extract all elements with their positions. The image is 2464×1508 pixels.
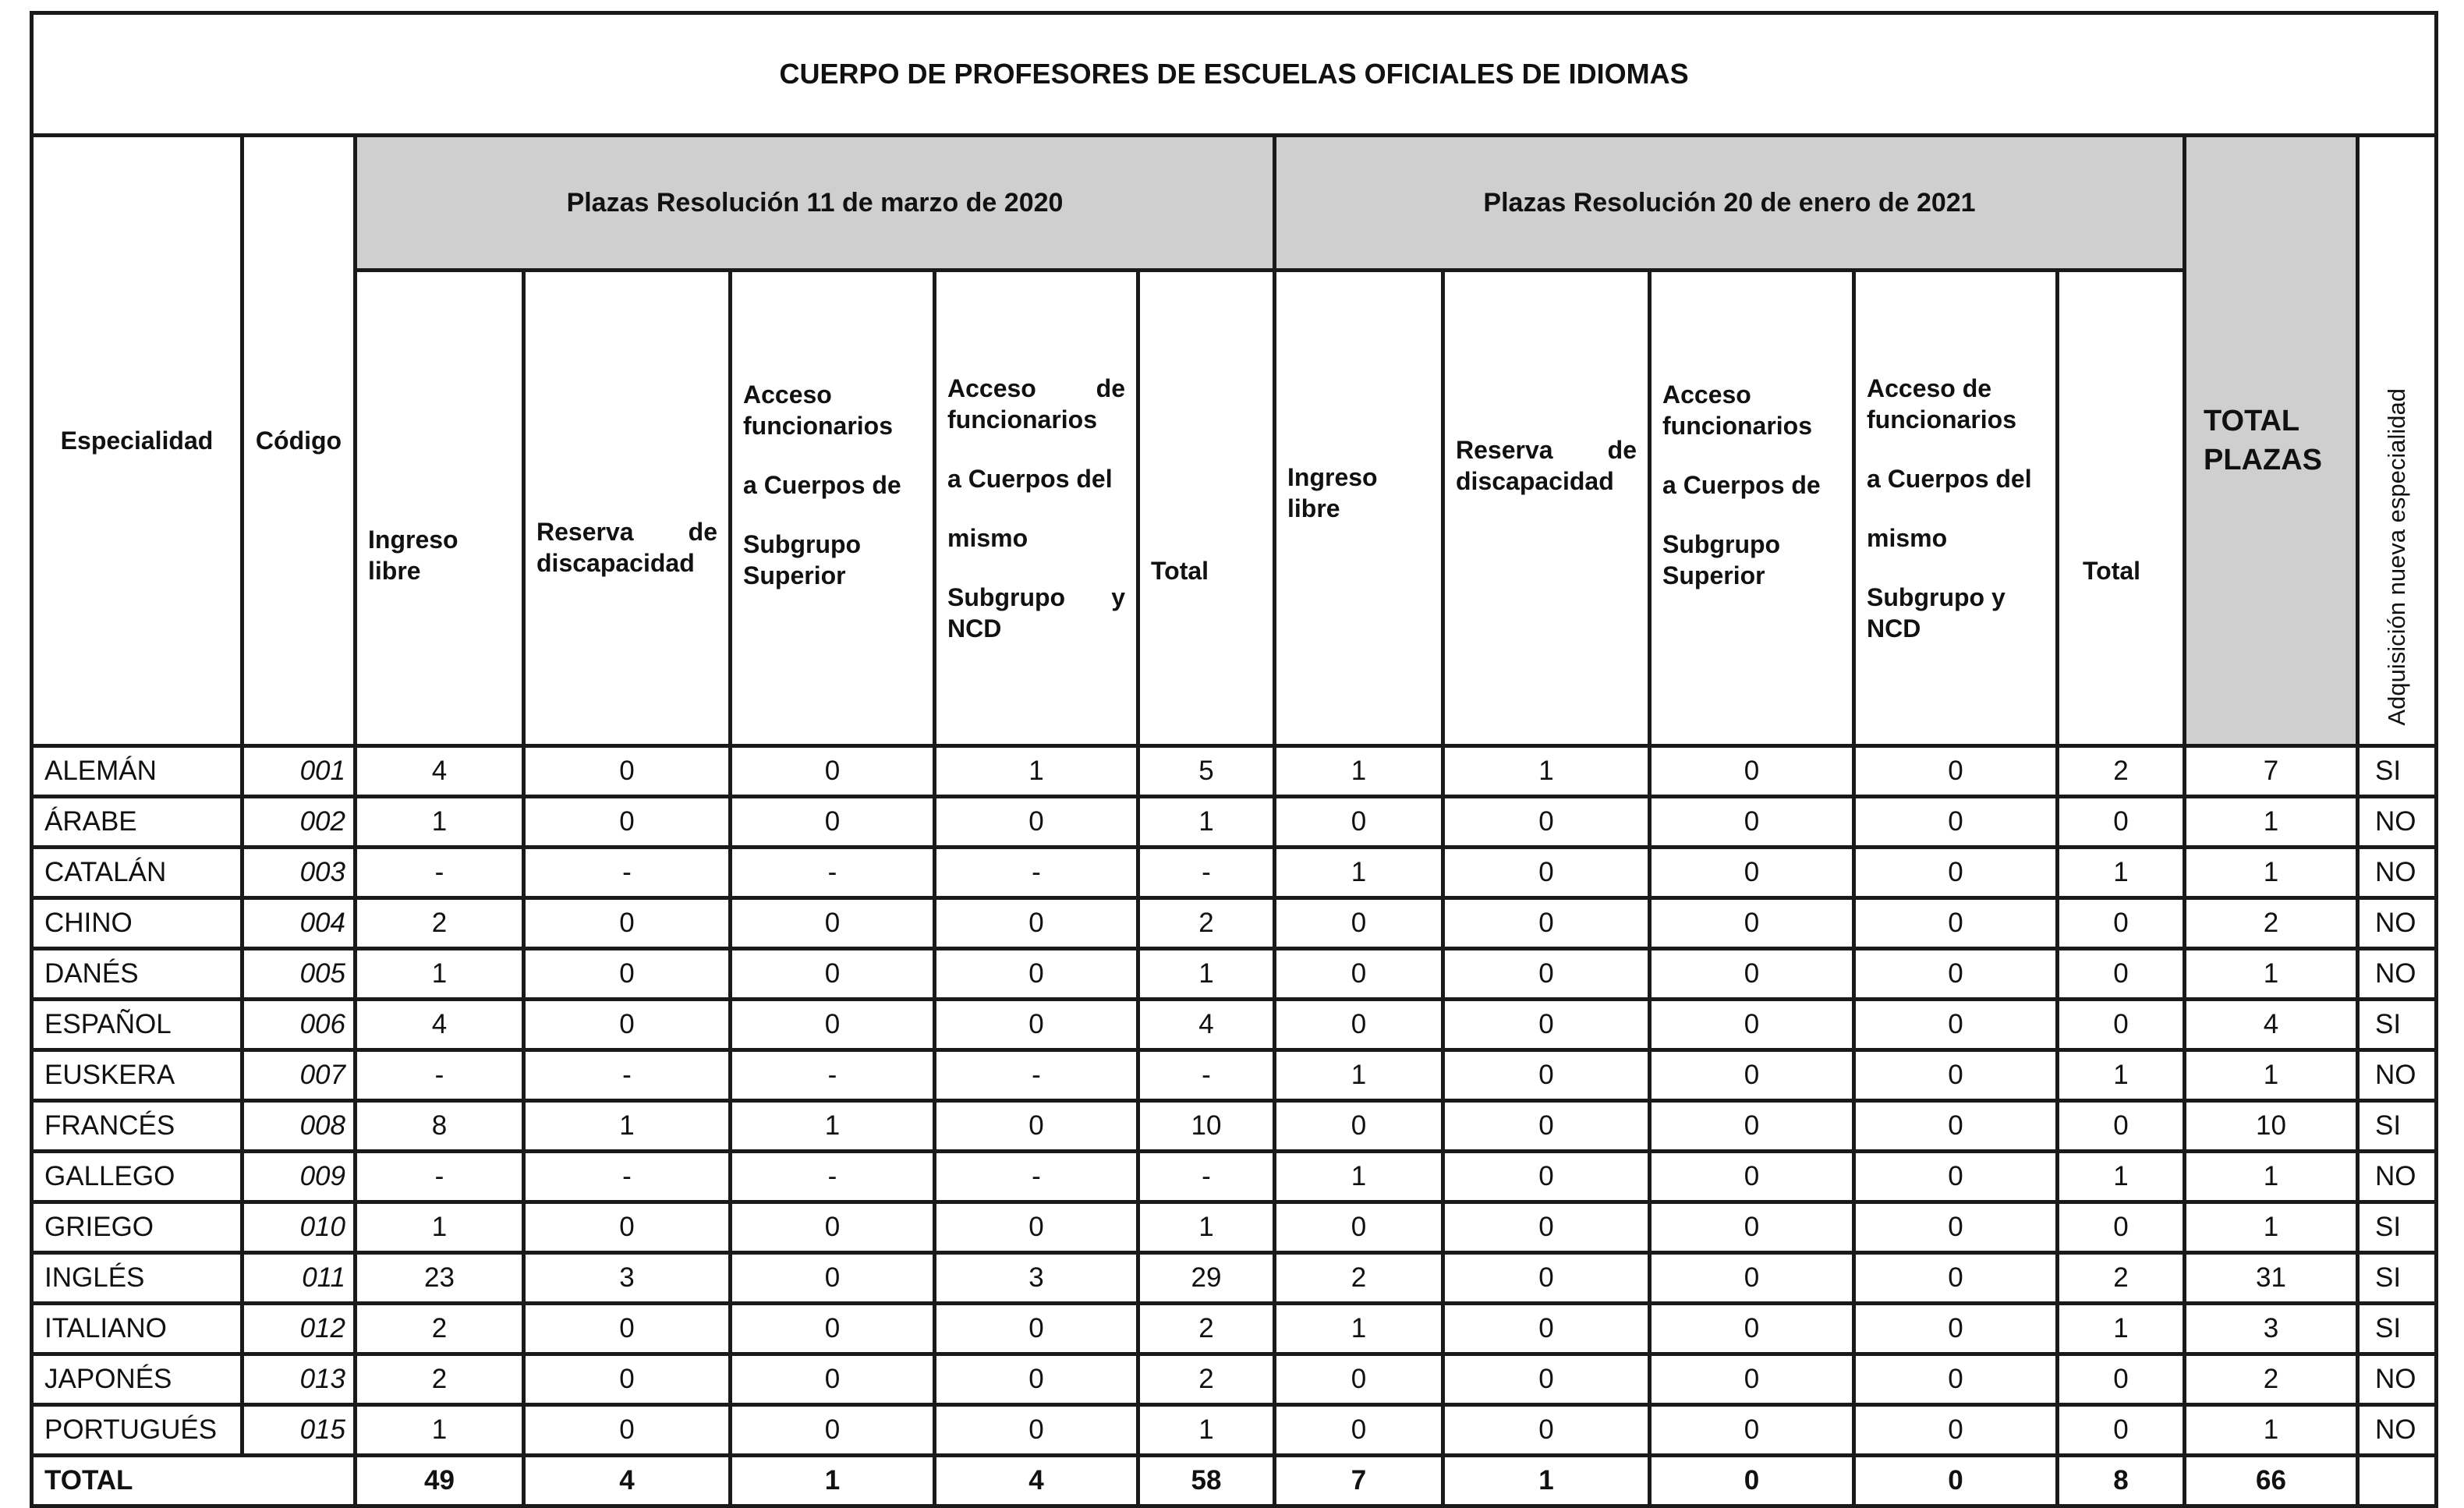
cell-2020-acceso-mismo: 0 xyxy=(935,1405,1138,1456)
cell-2021-reserva: 0 xyxy=(1443,898,1650,949)
cell-2020-ingreso: 4 xyxy=(356,746,524,797)
cell-2020-acceso-superior: 0 xyxy=(731,1253,935,1304)
table-row xyxy=(32,1000,2437,1050)
cell-total-plazas: 1 xyxy=(2185,1152,2358,1202)
table-row xyxy=(32,1050,2437,1101)
cell-2020-reserva: 0 xyxy=(524,1000,731,1050)
cell-2021-total: 0 xyxy=(2058,949,2185,1000)
cell-2021-total: 0 xyxy=(2058,1405,2185,1456)
cell-2020-total: 2 xyxy=(1138,898,1275,949)
header-total-plazas-line1: TOTAL xyxy=(2204,405,2300,437)
cell-2021-ingreso: 1 xyxy=(1275,1304,1443,1354)
cell-2021-acceso-superior: 0 xyxy=(1650,797,1854,848)
header-2020-acceso-superior-l1: Acceso funcionarios xyxy=(743,380,894,440)
cell-total-plazas: 10 xyxy=(2185,1101,2358,1152)
totals-label: TOTAL xyxy=(32,1456,356,1506)
header-adquisicion xyxy=(2358,136,2437,746)
cell-2020-acceso-mismo: 0 xyxy=(935,1101,1138,1152)
cell-2020-reserva: - xyxy=(524,1050,731,1101)
cell-codigo: 006 xyxy=(243,1000,356,1050)
header-2021-acceso-mismo xyxy=(1854,271,2058,746)
cell-2020-reserva: - xyxy=(524,848,731,898)
cell-especialidad: GRIEGO xyxy=(32,1202,243,1253)
cell-nueva-especialidad: SI xyxy=(2358,1000,2437,1050)
cell-especialidad: CATALÁN xyxy=(32,848,243,898)
header-2020-acceso-mismo-l1: Acceso de funcionarios xyxy=(947,373,1125,434)
cell-2021-total: 2 xyxy=(2058,746,2185,797)
plazas-table xyxy=(30,11,2438,1508)
cell-2020-acceso-superior: 0 xyxy=(731,1000,935,1050)
table-title: CUERPO DE PROFESORES DE ESCUELAS OFICIALES DE IDIOMAS xyxy=(32,13,2437,136)
cell-2020-ingreso: 23 xyxy=(356,1253,524,1304)
cell-2020-acceso-mismo: 0 xyxy=(935,1304,1138,1354)
header-group-2021: Plazas Resolución 20 de enero de 2021 xyxy=(1275,136,2185,271)
cell-2020-acceso-superior: - xyxy=(731,1050,935,1101)
cell-2020-acceso-superior: 0 xyxy=(731,746,935,797)
cell-nueva-especialidad: NO xyxy=(2358,848,2437,898)
cell-2020-ingreso: 2 xyxy=(356,898,524,949)
cell-2021-acceso-mismo: 0 xyxy=(1854,1000,2058,1050)
cell-2021-ingreso: 0 xyxy=(1275,949,1443,1000)
cell-codigo: 013 xyxy=(243,1354,356,1405)
cell-2020-total: 1 xyxy=(1138,797,1275,848)
cell-2021-ingreso: 0 xyxy=(1275,797,1443,848)
cell-2021-acceso-superior: 0 xyxy=(1650,949,1854,1000)
cell-2020-reserva: - xyxy=(524,1152,731,1202)
cell-2020-acceso-mismo: 0 xyxy=(935,949,1138,1000)
cell-2020-acceso-mismo: 0 xyxy=(935,1000,1138,1050)
table-body xyxy=(32,746,2437,1456)
cell-2021-acceso-superior: 0 xyxy=(1650,898,1854,949)
cell-2020-acceso-superior: 0 xyxy=(731,898,935,949)
cell-2021-acceso-mismo: 0 xyxy=(1854,1354,2058,1405)
cell-nueva-especialidad: NO xyxy=(2358,898,2437,949)
cell-2020-ingreso: 2 xyxy=(356,1304,524,1354)
cell-2021-reserva: 0 xyxy=(1443,1202,1650,1253)
cell-codigo: 007 xyxy=(243,1050,356,1101)
cell-nueva-especialidad: NO xyxy=(2358,949,2437,1000)
cell-2020-acceso-superior: 0 xyxy=(731,797,935,848)
cell-2020-reserva: 3 xyxy=(524,1253,731,1304)
cell-2021-total: 0 xyxy=(2058,1202,2185,1253)
cell-especialidad: PORTUGUÉS xyxy=(32,1405,243,1456)
cell-2020-total: 1 xyxy=(1138,1405,1275,1456)
cell-total-plazas: 3 xyxy=(2185,1304,2358,1354)
total-2021-ingreso: 7 xyxy=(1275,1456,1443,1506)
cell-2021-ingreso: 1 xyxy=(1275,746,1443,797)
cell-2021-reserva: 0 xyxy=(1443,1253,1650,1304)
cell-2020-ingreso: 1 xyxy=(356,797,524,848)
cell-2021-acceso-superior: 0 xyxy=(1650,746,1854,797)
cell-2021-acceso-superior: 0 xyxy=(1650,1405,1854,1456)
table-header xyxy=(32,13,2437,746)
cell-2021-acceso-mismo: 0 xyxy=(1854,898,2058,949)
cell-2021-acceso-mismo: 0 xyxy=(1854,1202,2058,1253)
cell-nueva-especialidad: NO xyxy=(2358,1050,2437,1101)
cell-2021-reserva: 0 xyxy=(1443,949,1650,1000)
cell-2021-acceso-mismo: 0 xyxy=(1854,1050,2058,1101)
cell-2020-reserva: 1 xyxy=(524,1101,731,1152)
cell-nueva-especialidad: SI xyxy=(2358,746,2437,797)
cell-2021-acceso-superior: 0 xyxy=(1650,1152,1854,1202)
cell-2021-ingreso: 0 xyxy=(1275,898,1443,949)
cell-2021-total: 0 xyxy=(2058,1354,2185,1405)
cell-especialidad: FRANCÉS xyxy=(32,1101,243,1152)
header-2020-acceso-mismo xyxy=(935,271,1138,746)
total-nueva-empty xyxy=(2358,1456,2437,1506)
cell-total-plazas: 4 xyxy=(2185,1000,2358,1050)
cell-2021-acceso-superior: 0 xyxy=(1650,1000,1854,1050)
total-2021-acceso-superior: 0 xyxy=(1650,1456,1854,1506)
header-2020-total: Total xyxy=(1138,271,1275,746)
header-2021-ingreso-libre: Ingreso libre xyxy=(1275,271,1443,746)
cell-2020-acceso-mismo: 0 xyxy=(935,1202,1138,1253)
cell-2021-total: 1 xyxy=(2058,1152,2185,1202)
total-total-plazas: 66 xyxy=(2185,1456,2358,1506)
header-2021-acceso-mismo-l3: mismo xyxy=(1867,523,1948,552)
cell-nueva-especialidad: NO xyxy=(2358,1152,2437,1202)
cell-2020-total: 1 xyxy=(1138,1202,1275,1253)
cell-especialidad: GALLEGO xyxy=(32,1152,243,1202)
cell-2020-acceso-mismo: 1 xyxy=(935,746,1138,797)
cell-codigo: 001 xyxy=(243,746,356,797)
cell-codigo: 004 xyxy=(243,898,356,949)
table-row xyxy=(32,746,2437,797)
cell-especialidad: INGLÉS xyxy=(32,1253,243,1304)
cell-2021-reserva: 0 xyxy=(1443,1405,1650,1456)
cell-especialidad: ALEMÁN xyxy=(32,746,243,797)
cell-2021-acceso-superior: 0 xyxy=(1650,1253,1854,1304)
cell-nueva-especialidad: SI xyxy=(2358,1304,2437,1354)
table-row xyxy=(32,1354,2437,1405)
cell-2021-acceso-mismo: 0 xyxy=(1854,797,2058,848)
cell-total-plazas: 7 xyxy=(2185,746,2358,797)
cell-2021-acceso-mismo: 0 xyxy=(1854,1304,2058,1354)
cell-2020-total: 4 xyxy=(1138,1000,1275,1050)
header-2020-acceso-mismo-l4: Subgrupo y NCD xyxy=(947,582,1125,642)
cell-nueva-especialidad: NO xyxy=(2358,1405,2437,1456)
cell-2021-ingreso: 1 xyxy=(1275,848,1443,898)
table-row xyxy=(32,1405,2437,1456)
table-row xyxy=(32,1253,2437,1304)
header-total-plazas-line2: PLAZAS xyxy=(2204,444,2322,476)
cell-2020-acceso-mismo: 0 xyxy=(935,898,1138,949)
cell-especialidad: ESPAÑOL xyxy=(32,1000,243,1050)
header-adquisicion-label: Adquisición nueva especialidad xyxy=(2383,388,2411,726)
cell-2020-ingreso: 4 xyxy=(356,1000,524,1050)
cell-codigo: 009 xyxy=(243,1152,356,1202)
header-2021-acceso-superior xyxy=(1650,271,1854,746)
cell-especialidad: DANÉS xyxy=(32,949,243,1000)
header-2021-reserva: Reserva de discapacidad xyxy=(1443,271,1650,746)
cell-2021-ingreso: 0 xyxy=(1275,1000,1443,1050)
table-row xyxy=(32,1101,2437,1152)
cell-nueva-especialidad: SI xyxy=(2358,1202,2437,1253)
cell-2020-acceso-mismo: 3 xyxy=(935,1253,1138,1304)
cell-nueva-especialidad: SI xyxy=(2358,1101,2437,1152)
cell-2020-acceso-superior: 0 xyxy=(731,1202,935,1253)
cell-2021-ingreso: 0 xyxy=(1275,1405,1443,1456)
cell-2020-reserva: 0 xyxy=(524,1304,731,1354)
header-total-plazas xyxy=(2185,136,2358,746)
cell-2021-acceso-superior: 0 xyxy=(1650,1202,1854,1253)
table-row xyxy=(32,1152,2437,1202)
header-2020-acceso-superior xyxy=(731,271,935,746)
cell-2020-total: - xyxy=(1138,1152,1275,1202)
table-row xyxy=(32,898,2437,949)
cell-total-plazas: 1 xyxy=(2185,1202,2358,1253)
cell-2021-ingreso: 0 xyxy=(1275,1202,1443,1253)
header-2020-acceso-mismo-l3: mismo xyxy=(947,523,1028,552)
table-row xyxy=(32,797,2437,848)
cell-2020-reserva: 0 xyxy=(524,1202,731,1253)
cell-2021-total: 1 xyxy=(2058,1050,2185,1101)
cell-2020-acceso-superior: 0 xyxy=(731,1354,935,1405)
cell-especialidad: EUSKERA xyxy=(32,1050,243,1101)
cell-2021-reserva: 0 xyxy=(1443,1304,1650,1354)
cell-2020-total: 2 xyxy=(1138,1304,1275,1354)
header-2020-reserva: Reserva de discapacidad xyxy=(524,271,731,746)
cell-2020-ingreso: 1 xyxy=(356,949,524,1000)
cell-nueva-especialidad: NO xyxy=(2358,797,2437,848)
cell-nueva-especialidad: SI xyxy=(2358,1253,2437,1304)
header-2021-total: Total xyxy=(2058,271,2185,746)
cell-2020-reserva: 0 xyxy=(524,746,731,797)
cell-2021-reserva: 0 xyxy=(1443,848,1650,898)
cell-2020-reserva: 0 xyxy=(524,1354,731,1405)
cell-2020-reserva: 0 xyxy=(524,1405,731,1456)
cell-codigo: 012 xyxy=(243,1304,356,1354)
cell-2021-reserva: 0 xyxy=(1443,1101,1650,1152)
cell-2020-acceso-mismo: 0 xyxy=(935,1354,1138,1405)
table-footer xyxy=(32,1456,2437,1506)
header-2021-acceso-mismo-l1: Acceso de funcionarios xyxy=(1867,373,2017,434)
total-2021-reserva: 1 xyxy=(1443,1456,1650,1506)
cell-2021-total: 0 xyxy=(2058,1000,2185,1050)
cell-2021-acceso-mismo: 0 xyxy=(1854,1405,2058,1456)
cell-2020-reserva: 0 xyxy=(524,898,731,949)
cell-2021-reserva: 0 xyxy=(1443,1152,1650,1202)
cell-nueva-especialidad: NO xyxy=(2358,1354,2437,1405)
cell-2020-ingreso: - xyxy=(356,848,524,898)
header-group-2020: Plazas Resolución 11 de marzo de 2020 xyxy=(356,136,1275,271)
cell-total-plazas: 1 xyxy=(2185,1405,2358,1456)
cell-2020-ingreso: 2 xyxy=(356,1354,524,1405)
cell-2020-total: - xyxy=(1138,848,1275,898)
cell-total-plazas: 2 xyxy=(2185,1354,2358,1405)
cell-2020-acceso-superior: 0 xyxy=(731,1304,935,1354)
cell-2021-reserva: 1 xyxy=(1443,746,1650,797)
cell-2020-ingreso: 1 xyxy=(356,1405,524,1456)
cell-2020-acceso-superior: 0 xyxy=(731,949,935,1000)
table-row xyxy=(32,949,2437,1000)
cell-2021-total: 1 xyxy=(2058,1304,2185,1354)
cell-total-plazas: 1 xyxy=(2185,1050,2358,1101)
cell-total-plazas: 2 xyxy=(2185,898,2358,949)
cell-2021-acceso-superior: 0 xyxy=(1650,1304,1854,1354)
total-2020-acceso-superior: 1 xyxy=(731,1456,935,1506)
cell-2020-total: 1 xyxy=(1138,949,1275,1000)
cell-2021-total: 0 xyxy=(2058,797,2185,848)
header-2021-acceso-superior-l3: Subgrupo Superior xyxy=(1662,529,1781,589)
total-2020-reserva: 4 xyxy=(524,1456,731,1506)
cell-2021-acceso-mismo: 0 xyxy=(1854,848,2058,898)
cell-2021-acceso-superior: 0 xyxy=(1650,1354,1854,1405)
cell-2020-total: - xyxy=(1138,1050,1275,1101)
cell-codigo: 003 xyxy=(243,848,356,898)
header-2021-acceso-superior-l2: a Cuerpos de xyxy=(1662,470,1821,499)
cell-2020-acceso-mismo: - xyxy=(935,1152,1138,1202)
cell-2020-reserva: 0 xyxy=(524,797,731,848)
header-2020-acceso-superior-l3: Subgrupo Superior xyxy=(743,529,862,589)
cell-2021-acceso-mismo: 0 xyxy=(1854,1101,2058,1152)
cell-especialidad: ITALIANO xyxy=(32,1304,243,1354)
cell-2020-reserva: 0 xyxy=(524,949,731,1000)
cell-codigo: 008 xyxy=(243,1101,356,1152)
cell-2020-acceso-mismo: - xyxy=(935,848,1138,898)
cell-codigo: 011 xyxy=(243,1253,356,1304)
cell-total-plazas: 1 xyxy=(2185,848,2358,898)
total-2021-acceso-mismo: 0 xyxy=(1854,1456,2058,1506)
cell-2021-ingreso: 0 xyxy=(1275,1101,1443,1152)
cell-2021-reserva: 0 xyxy=(1443,797,1650,848)
header-2021-acceso-superior-l1: Acceso funcionarios xyxy=(1662,380,1813,440)
total-2020-acceso-mismo: 4 xyxy=(935,1456,1138,1506)
total-2020-ingreso: 49 xyxy=(356,1456,524,1506)
cell-total-plazas: 1 xyxy=(2185,949,2358,1000)
cell-2020-ingreso: 1 xyxy=(356,1202,524,1253)
document-table-wrapper xyxy=(30,11,2434,1508)
table-row xyxy=(32,848,2437,898)
cell-2021-acceso-mismo: 0 xyxy=(1854,949,2058,1000)
header-codigo: Código xyxy=(243,136,356,746)
cell-2020-acceso-superior: - xyxy=(731,848,935,898)
totals-row xyxy=(32,1456,2437,1506)
cell-codigo: 015 xyxy=(243,1405,356,1456)
table-row xyxy=(32,1202,2437,1253)
header-especialidad: Especialidad xyxy=(32,136,243,746)
total-2021-total: 8 xyxy=(2058,1456,2185,1506)
cell-2020-ingreso: - xyxy=(356,1050,524,1101)
cell-2021-acceso-superior: 0 xyxy=(1650,1050,1854,1101)
cell-2021-total: 0 xyxy=(2058,898,2185,949)
cell-2021-reserva: 0 xyxy=(1443,1354,1650,1405)
total-2020-total: 58 xyxy=(1138,1456,1275,1506)
cell-2020-total: 29 xyxy=(1138,1253,1275,1304)
cell-total-plazas: 1 xyxy=(2185,797,2358,848)
cell-codigo: 010 xyxy=(243,1202,356,1253)
cell-2021-acceso-mismo: 0 xyxy=(1854,1152,2058,1202)
cell-2021-ingreso: 1 xyxy=(1275,1152,1443,1202)
cell-2021-ingreso: 1 xyxy=(1275,1050,1443,1101)
cell-2020-ingreso: 8 xyxy=(356,1101,524,1152)
cell-2021-reserva: 0 xyxy=(1443,1000,1650,1050)
header-2020-acceso-superior-l2: a Cuerpos de xyxy=(743,470,901,499)
cell-2021-total: 1 xyxy=(2058,848,2185,898)
cell-2020-total: 5 xyxy=(1138,746,1275,797)
cell-especialidad: JAPONÉS xyxy=(32,1354,243,1405)
cell-2020-acceso-superior: 1 xyxy=(731,1101,935,1152)
cell-2021-acceso-superior: 0 xyxy=(1650,848,1854,898)
cell-total-plazas: 31 xyxy=(2185,1253,2358,1304)
cell-especialidad: CHINO xyxy=(32,898,243,949)
cell-codigo: 005 xyxy=(243,949,356,1000)
cell-2020-ingreso: - xyxy=(356,1152,524,1202)
cell-2021-ingreso: 2 xyxy=(1275,1253,1443,1304)
cell-2020-acceso-mismo: 0 xyxy=(935,797,1138,848)
cell-2021-total: 0 xyxy=(2058,1101,2185,1152)
cell-2020-acceso-superior: 0 xyxy=(731,1405,935,1456)
table-row xyxy=(32,1304,2437,1354)
cell-2020-total: 2 xyxy=(1138,1354,1275,1405)
cell-codigo: 002 xyxy=(243,797,356,848)
header-2021-acceso-mismo-l4: Subgrupo y NCD xyxy=(1867,582,2006,642)
header-2021-acceso-mismo-l2: a Cuerpos del xyxy=(1867,464,2032,493)
header-2020-ingreso-libre: Ingreso libre xyxy=(356,271,524,746)
cell-2021-acceso-mismo: 0 xyxy=(1854,746,2058,797)
cell-2020-acceso-superior: - xyxy=(731,1152,935,1202)
cell-2021-reserva: 0 xyxy=(1443,1050,1650,1101)
cell-2021-acceso-superior: 0 xyxy=(1650,1101,1854,1152)
cell-2020-acceso-mismo: - xyxy=(935,1050,1138,1101)
cell-2021-total: 2 xyxy=(2058,1253,2185,1304)
header-2020-acceso-mismo-l2: a Cuerpos del xyxy=(947,464,1113,493)
cell-especialidad: ÁRABE xyxy=(32,797,243,848)
cell-2020-total: 10 xyxy=(1138,1101,1275,1152)
cell-2021-ingreso: 0 xyxy=(1275,1354,1443,1405)
cell-2021-acceso-mismo: 0 xyxy=(1854,1253,2058,1304)
